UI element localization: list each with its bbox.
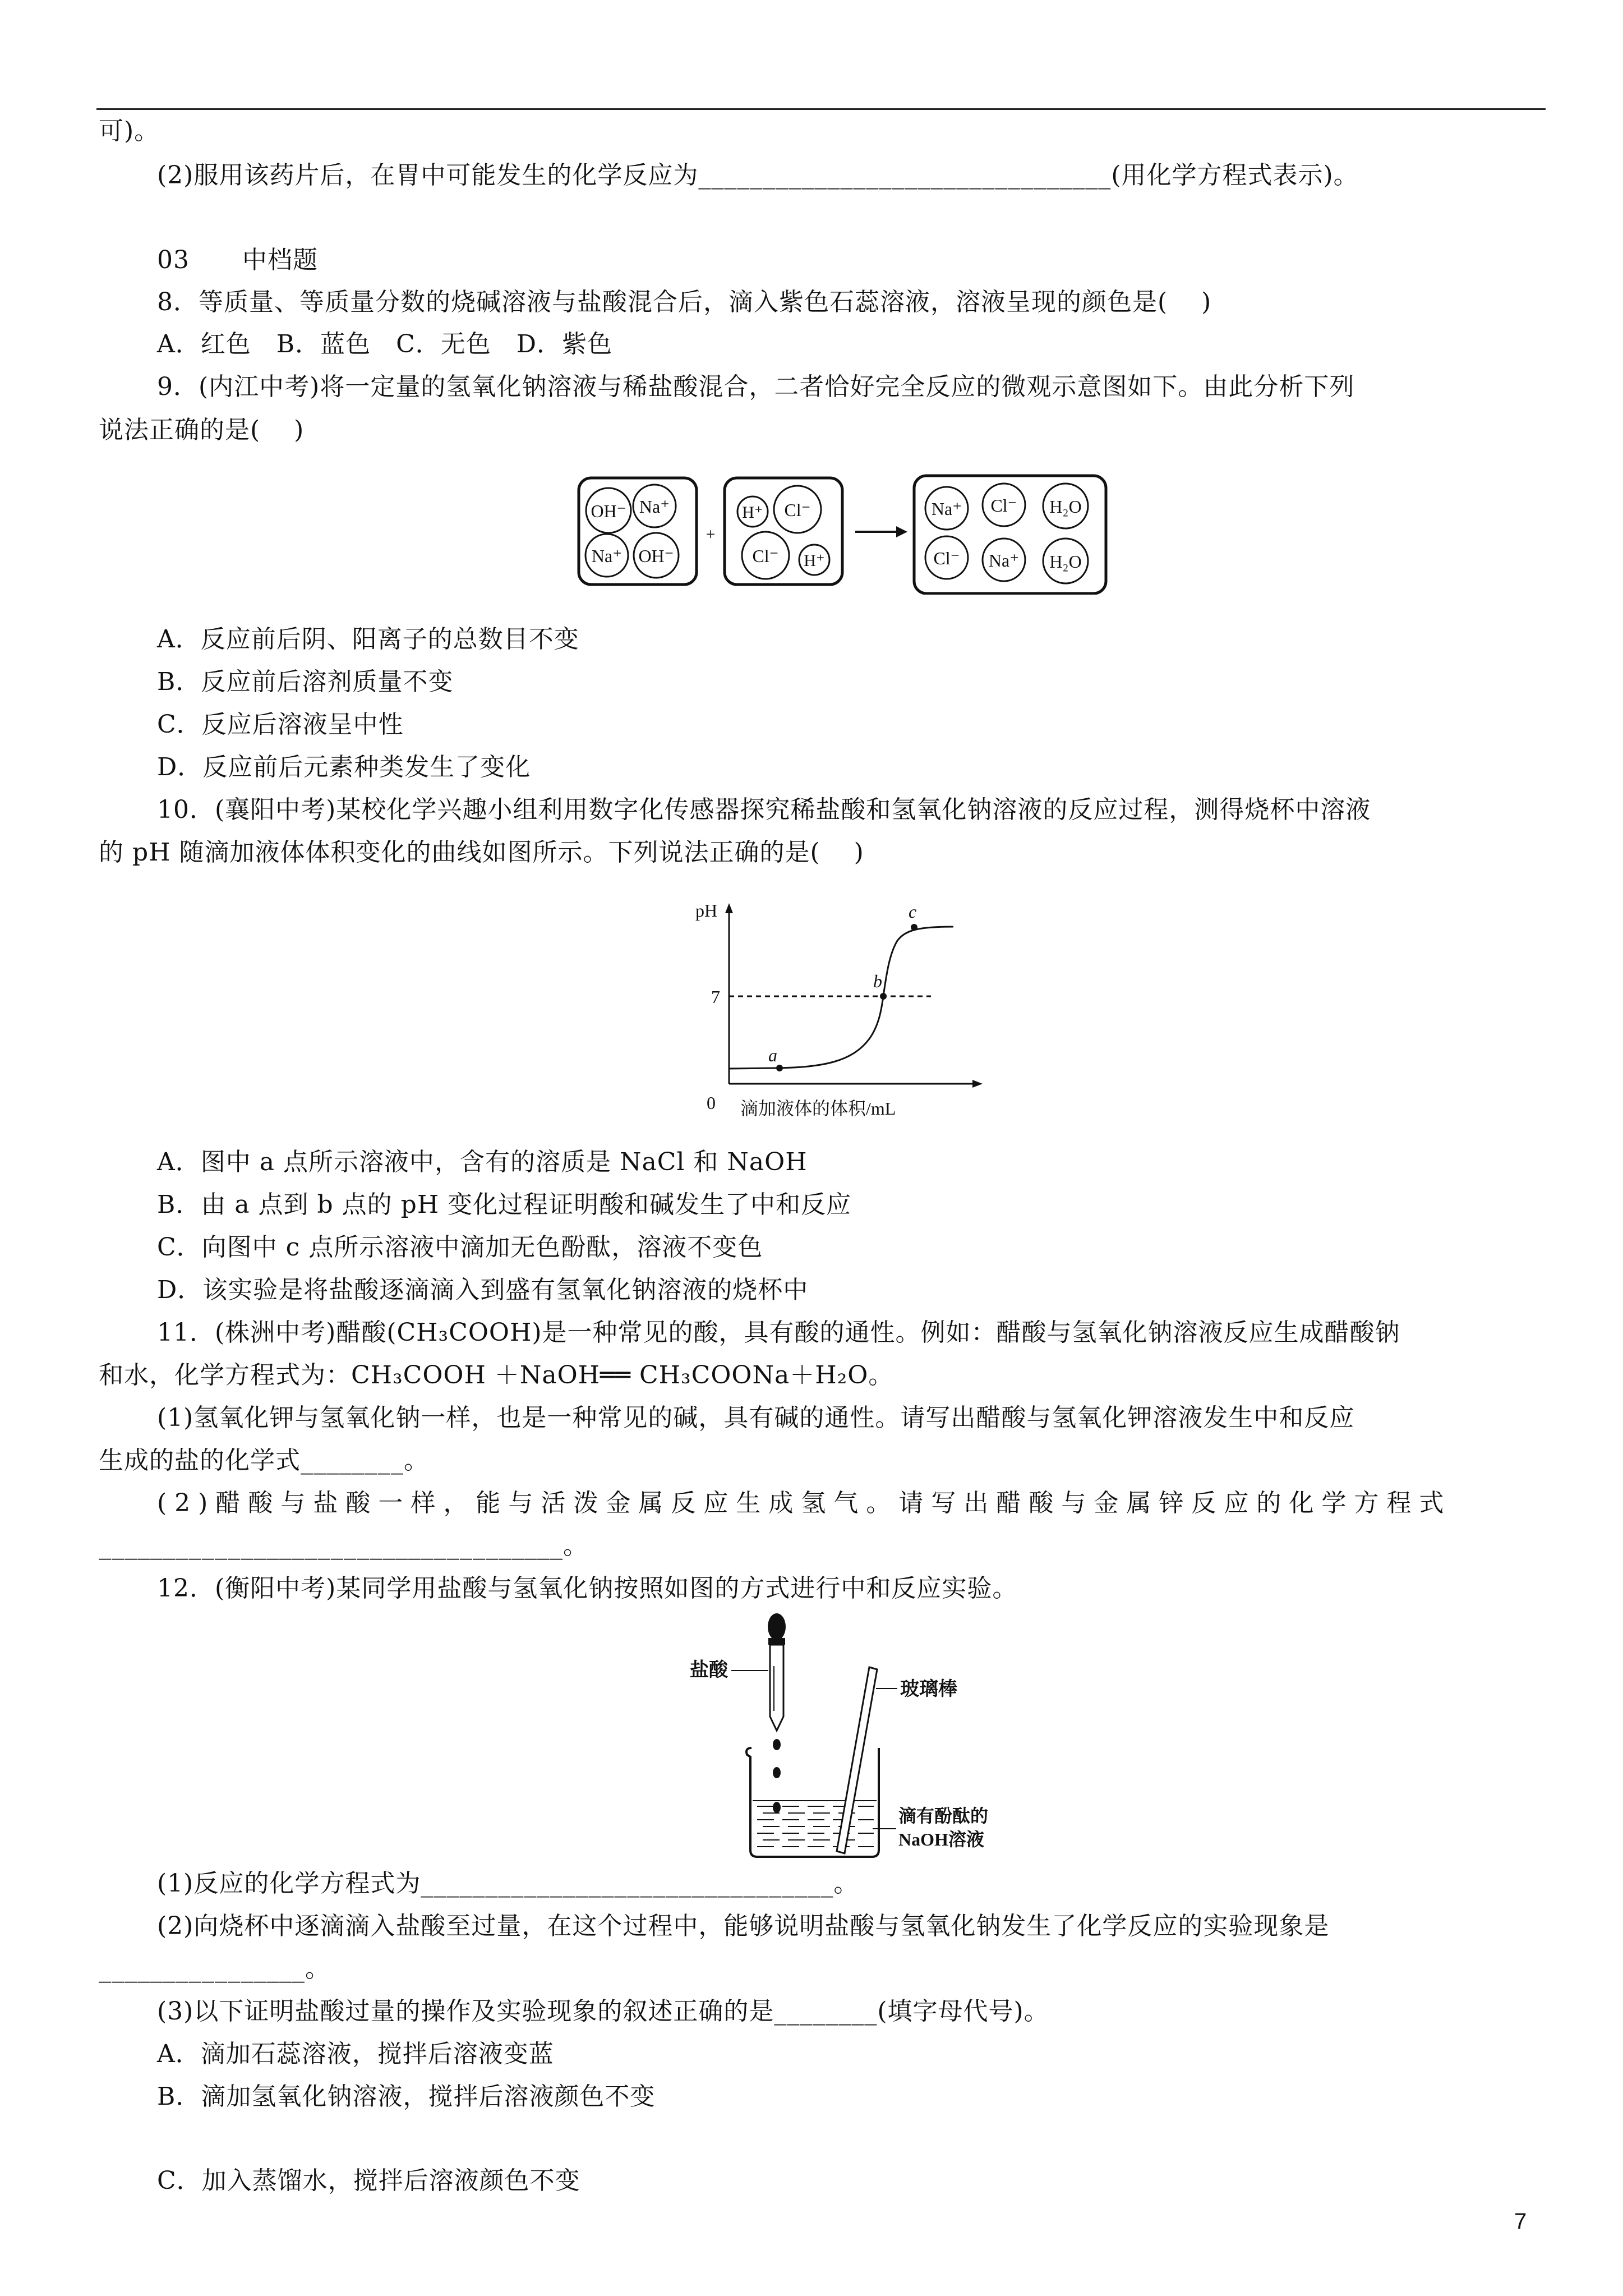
q10-stem-cont: 的 pH 随滴加液体体积变化的曲线如图所示。下列说法正确的是( ): [99, 838, 864, 867]
q12-part3: (3)以下证明盐酸过量的操作及实验现象的叙述正确的是________(填字母代号)。: [157, 1997, 1049, 2026]
q10-option-b: B．由 a 点到 b 点的 pH 变化过程证明酸和碱发生了中和反应: [157, 1190, 852, 1219]
box1-ion-1: OH⁻: [591, 501, 626, 521]
q12-option-c: C．加入蒸馏水，搅拌后溶液颜色不变: [157, 2166, 580, 2195]
box1-ion-4: OH⁻: [638, 546, 674, 566]
q12-part2: (2)向烧杯中逐滴滴入盐酸至过量，在这个过程中，能够说明盐酸与氢氧化钠发生了化学反应的实验现象是: [157, 1912, 1330, 1940]
q12-part2-cont: ________________。: [99, 1954, 330, 1983]
label-solution-line2: NaOH溶液: [898, 1829, 984, 1849]
point-c-label: c: [909, 901, 917, 922]
q11-part1-cont: 生成的盐的化学式________。: [99, 1446, 429, 1475]
section-number: 03: [157, 246, 190, 274]
box3-particle-6: H₂O: [1049, 551, 1082, 572]
q9-option-c: C．反应后溶液呈中性: [157, 710, 404, 739]
plus-sign: +: [706, 525, 716, 544]
q9-option-b: B．反应前后溶剂质量不变: [157, 668, 454, 696]
q9-stem-cont: 说法正确的是( ): [99, 416, 305, 444]
box1-ion-3: Na⁺: [591, 546, 623, 566]
box3-particle-4: Cl⁻: [933, 548, 960, 568]
q9-micro-diagram: [572, 471, 1110, 595]
box2-ion-2: Cl⁻: [784, 500, 811, 520]
ph-curve-line: [729, 927, 953, 1069]
q11-stem: 11．(株洲中考)醋酸(CH₃COOH)是一种常见的酸，具有酸的通性。例如：醋酸与氢氧化钠溶液反应生成醋酸钠: [157, 1318, 1400, 1347]
q7-part2: (2)服用该药片后，在胃中可能发生的化学反应为________________________________(用化学方程式表示)。: [157, 161, 1359, 190]
graph-x-label: 滴加液体的体积/mL: [740, 1098, 896, 1119]
q10-option-a: A．图中 a 点所示溶液中，含有的溶质是 NaCl 和 NaOH: [157, 1148, 808, 1176]
q10-stem: 10．(襄阳中考)某校化学兴趣小组利用数字化传感器探究稀盐酸和氢氧化钠溶液的反应过程，测得烧杯中溶液: [157, 795, 1371, 824]
graph-y-label: pH: [695, 900, 718, 921]
dropper-bulb-icon: [768, 1613, 786, 1640]
q10-ph-curve: [690, 893, 1004, 1123]
header-rule: [96, 108, 1546, 110]
box1-ion-2: Na⁺: [639, 496, 670, 517]
q12-part1: (1)反应的化学方程式为________________________________。: [157, 1869, 859, 1898]
q8-options: A．红色 B．蓝色 C．无色 D．紫色: [157, 330, 613, 358]
continuation-text: 可)。: [99, 117, 160, 145]
q8-stem: 8．等质量、等质量分数的烧碱溶液与盐酸混合后，滴入紫色石蕊溶液，溶液呈现的颜色是( ): [157, 288, 1212, 316]
label-solution-line1: 滴有酚酞的: [898, 1806, 989, 1826]
q12-apparatus: [684, 1610, 1021, 1868]
q9-option-a: A．反应前后阴、阳离子的总数目不变: [157, 625, 579, 654]
reaction-arrow-icon: [896, 526, 907, 537]
q12-stem: 12．(衡阳中考)某同学用盐酸与氢氧化钠按照如图的方式进行中和反应实验。: [157, 1574, 1018, 1603]
q11-part1: (1)氢氧化钾与氢氧化钠一样，也是一种常见的碱，具有碱的通性。请写出醋酸与氢氧化钾溶液发生中和反应: [157, 1404, 1355, 1432]
q12-option-b: B．滴加氢氧化钠溶液，搅拌后溶液颜色不变: [157, 2082, 656, 2111]
q11-stem-cont: 和水，化学方程式为：CH₃COOH ＋NaOH══ CH₃COONa＋H₂O。: [99, 1361, 894, 1389]
q11-part2: (2)醋酸与盐酸一样，能与活泼金属反应生成氢气。请写出醋酸与金属锌反应的化学方程式: [157, 1489, 1452, 1517]
box3-particle-3: H₂O: [1049, 496, 1082, 517]
graph-tick-7: 7: [711, 987, 720, 1007]
label-glass-rod: 玻璃棒: [900, 1679, 957, 1700]
box2-ion-4: H⁺: [804, 551, 825, 570]
dropper-icon: [770, 1645, 783, 1731]
label-acid: 盐酸: [690, 1660, 728, 1681]
q9-option-d: D．反应前后元素种类发生了变化: [157, 753, 531, 781]
q9-stem: 9．(内江中考)将一定量的氢氧化钠溶液与稀盐酸混合，二者恰好完全反应的微观示意图如下。由此分析下列: [157, 372, 1355, 401]
q10-option-d: D．该实验是将盐酸逐滴滴入到盛有氢氧化钠溶液的烧杯中: [157, 1276, 809, 1304]
box2-ion-1: H⁺: [742, 503, 763, 522]
glass-rod-icon: [837, 1667, 877, 1853]
point-b-label: b: [873, 971, 882, 991]
point-a-label: a: [768, 1045, 777, 1065]
box3-particle-5: Na⁺: [988, 550, 1020, 570]
q10-option-c: C．向图中 c 点所示溶液中滴加无色酚酞，溶液不变色: [157, 1233, 763, 1262]
box2-ion-3: Cl⁻: [752, 546, 779, 566]
box3-particle-2: Cl⁻: [990, 495, 1017, 516]
page-number: 7: [1514, 2209, 1528, 2234]
graph-origin: 0: [707, 1093, 716, 1113]
q11-part2-cont: ____________________________________。: [99, 1531, 588, 1560]
box3-particle-1: Na⁺: [931, 499, 962, 519]
q12-option-a: A．滴加石蕊溶液，搅拌后溶液变蓝: [157, 2040, 554, 2068]
section-title: 中档题: [242, 246, 318, 274]
